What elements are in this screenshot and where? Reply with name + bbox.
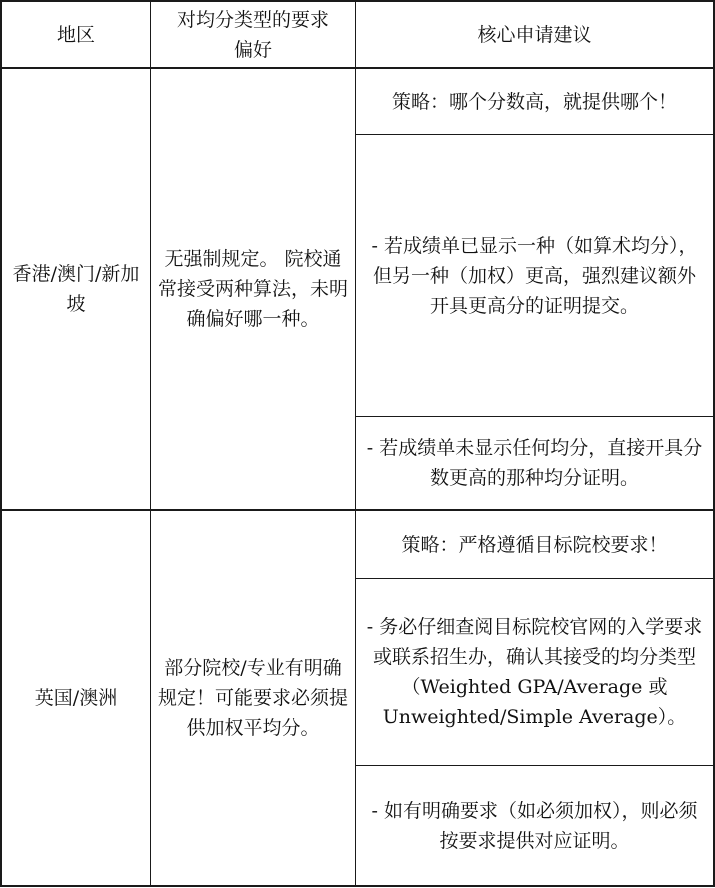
header-preference: 对均分类型的要求偏好 xyxy=(177,8,330,61)
region-cell: 香港/澳门/新加坡 xyxy=(12,263,140,315)
advice-item: - 若成绩单未显示任何均分，直接开具分数更高的那种均分证明。 xyxy=(366,437,703,489)
advice-item: - 如有明确要求（如必须加权），则必须按要求提供对应证明。 xyxy=(371,799,698,852)
advice-strategy: 策略：严格遵循目标院校要求！ xyxy=(401,533,668,556)
advice-item: - 若成绩单已显示一种（如算术均分），但另一种（加权）更高，强烈建议额外开具更高分的证明提交。 xyxy=(371,234,698,317)
table-border-bottom xyxy=(0,885,715,887)
header-region: 地区 xyxy=(56,23,95,46)
advice-strategy: 策略：哪个分数高，就提供哪个！ xyxy=(391,90,677,113)
header-advice: 核心申请建议 xyxy=(477,23,592,46)
preference-cell: 无强制规定。 院校通常接受两种算法，未明确偏好哪一种。 xyxy=(157,248,348,330)
preference-cell: 部分院校/专业有明确规定！可能要求必须提供加权平均分。 xyxy=(157,657,348,739)
region-cell: 英国/澳洲 xyxy=(34,687,118,709)
advice-item: - 务必仔细查阅目标院校官网的入学要求或联系招生办，确认其接受的均分类型（Weighted GPA/Average 或 Unweighted/Simple Average）。 xyxy=(366,616,703,728)
